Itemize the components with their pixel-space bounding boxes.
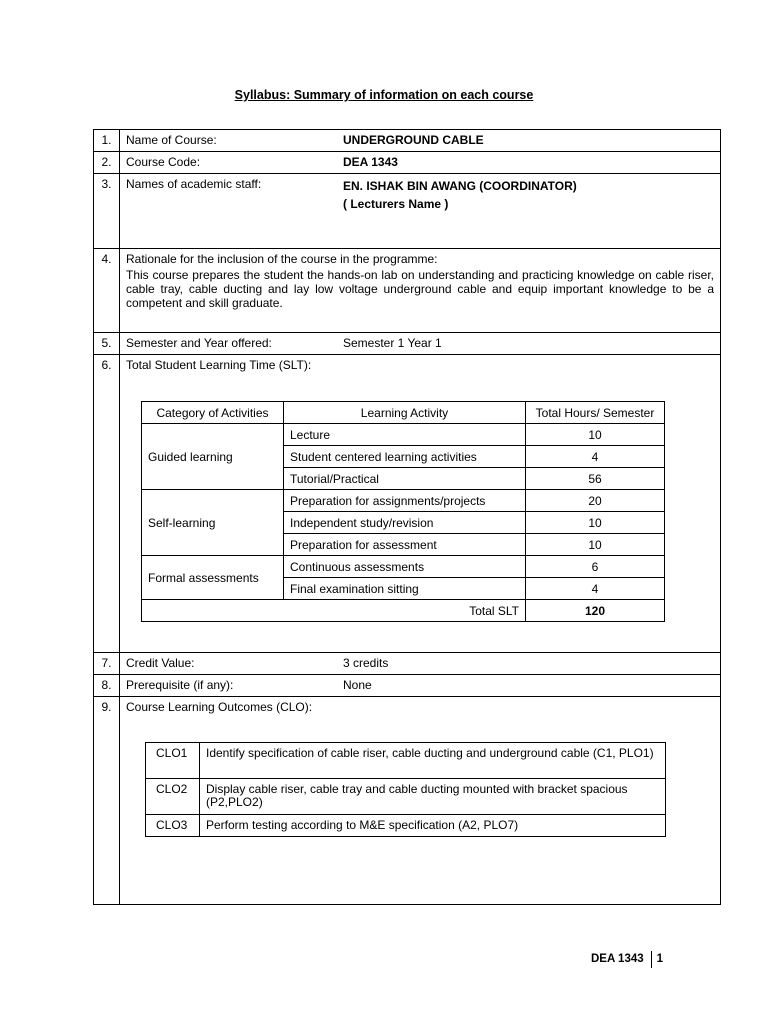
slt-hours: 56 [526,468,665,490]
slt-activity: Final examination sitting [284,578,526,600]
clo-text: Perform testing according to M&E specification (A2, PLO7) [200,815,666,837]
row-number: 8. [94,675,120,697]
slt-header-category: Category of Activities [142,402,284,424]
clo-text: Identify specification of cable riser, cable ducting and underground cable (C1, PLO1) [200,743,666,779]
row-rationale [94,249,721,333]
slt-hours: 6 [526,556,665,578]
slt-activity: Preparation for assessment [284,534,526,556]
prereq-value: None [343,678,372,692]
row-semester [94,333,721,355]
slt-hours: 20 [526,490,665,512]
semester-label: Semester and Year offered: [126,336,272,350]
slt-header-hours: Total Hours/ Semester [526,402,665,424]
slt-hours: 4 [526,446,665,468]
row-number: 7. [94,653,120,675]
rationale-label: Rationale for the inclusion of the course in the programme: [126,252,438,266]
slt-total-value: 120 [526,600,665,622]
page-title: Syllabus: Summary of information on each course [234,88,534,102]
course-code-label: Course Code: [126,155,201,169]
table-row [142,556,665,578]
row-number: 5. [94,333,120,355]
slt-total-row [142,600,665,622]
row-course-code [94,152,721,174]
slt-label: Total Student Learning Time (SLT): [126,358,312,372]
clo-label: Course Learning Outcomes (CLO): [126,700,313,714]
slt-category-self: Self-learning [142,490,284,556]
slt-activity: Continuous assessments [284,556,526,578]
slt-hours: 10 [526,534,665,556]
slt-hours: 10 [526,424,665,446]
slt-activity: Lecture [284,424,526,446]
course-name-label: Name of Course: [126,133,217,147]
row-slt [94,355,721,653]
slt-activity: Tutorial/Practical [284,468,526,490]
table-row [146,815,666,837]
slt-header-row [142,402,665,424]
row-number: 2. [94,152,120,174]
table-row [142,490,665,512]
table-row [146,779,666,815]
row-number: 3. [94,174,120,249]
rationale-text: This course prepares the student the hands-on lab on understanding and practicing knowledge on cable riser, cable tray, cable ducting and lay low voltage underground cable and equip important knowledge to be a competent and skill graduate. [126,268,714,310]
slt-category-formal: Formal assessments [142,556,284,600]
page-footer [591,951,663,968]
clo-code: CLO2 [146,779,200,815]
row-course-name [94,130,721,152]
course-info-table [93,129,721,905]
row-number: 4. [94,249,120,333]
slt-category-guided: Guided learning [142,424,284,490]
staff-lecturers: ( Lecturers Name ) [343,197,449,211]
semester-value: Semester 1 Year 1 [343,336,442,350]
row-staff [94,174,721,249]
clo-text: Display cable riser, cable tray and cable ducting mounted with bracket spacious (P2,PLO2) [200,779,666,815]
slt-hours: 10 [526,512,665,534]
slt-hours: 4 [526,578,665,600]
slt-activity: Independent study/revision [284,512,526,534]
credit-value: 3 credits [343,656,389,670]
row-number: 1. [94,130,120,152]
credit-label: Credit Value: [126,656,195,670]
slt-table [141,401,665,622]
clo-code: CLO3 [146,815,200,837]
course-name-value: UNDERGROUND CABLE [343,133,484,147]
course-code-value: DEA 1343 [343,155,398,169]
slt-total-label: Total SLT [142,600,526,622]
slt-header-activity: Learning Activity [284,402,526,424]
row-number: 9. [94,697,120,905]
row-prereq [94,675,721,697]
staff-coordinator: EN. ISHAK BIN AWANG (COORDINATOR) [343,179,577,193]
footer-page-number: 1 [656,953,664,965]
slt-activity: Preparation for assignments/projects [284,490,526,512]
row-credit [94,653,721,675]
staff-label: Names of academic staff: [126,177,262,191]
row-clo [94,697,721,905]
table-row [146,743,666,779]
table-row [142,424,665,446]
clo-table [145,742,666,837]
clo-code: CLO1 [146,743,200,779]
prereq-label: Prerequisite (if any): [126,678,234,692]
row-number: 6. [94,355,120,653]
slt-activity: Student centered learning activities [284,446,526,468]
footer-course-code: DEA 1343 [591,951,652,968]
